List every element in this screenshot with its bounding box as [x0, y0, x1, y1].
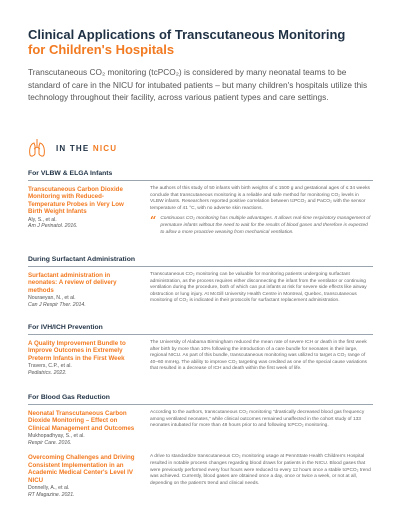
lung-icon	[28, 138, 46, 158]
intro-paragraph: Transcutaneous CO₂ monitoring (tcPCO₂) is considered by many neonatal teams to be standard of care in the NICU for intubated patients – but many children's hospitals utilize this technology throughout their facility, across various patient types and care settings.	[28, 67, 368, 102]
section-surfactant	[28, 256, 373, 308]
citation-title: Transcutaneous Carbon Dioxide Monitoring with Reduced-Temperature Probes in Very Low Birth Weight Infants	[28, 186, 124, 216]
page-subtitle: for Children's Hospitals	[28, 42, 175, 57]
nicu-banner	[28, 138, 117, 158]
section-vlbw	[28, 170, 373, 236]
citation-authors: Mukhopadhyay, S., et al.	[28, 433, 85, 440]
citation-authors: Aly, S., et al.	[28, 216, 57, 223]
entry-summary: Transcutaneous CO₂ monitoring can be valuable for monitoring patients undergoing surfactant administration, as the process requires either disconnecting the infant from the ventilator or continuing ventilation during the procedure, both of which can put infants at risk for severe side effects like airway obstruction or lung injury. At McGill University Health Centre in Montreal, Quebec, transcutaneous monitoring of CO₂ is indicated in their protocols for surfactant replacement administration.	[150, 272, 367, 304]
nicu-accent: NICU	[92, 143, 118, 153]
section-blood-gas	[28, 394, 373, 498]
citation-journal: Can J Respir Ther. 2014.	[28, 301, 86, 308]
page-title: Clinical Applications of Transcutaneous Monitoring	[28, 27, 346, 42]
section-heading: For Blood Gas Reduction	[28, 394, 373, 405]
entry-summary: The authors of this study of 50 infants with birth weights of ≤ 1500 g and gestational ages of ≤ 34 weeks conclude that transcutaneous monitoring is a reliable and safe method for monitoring CO₂ levels in VLBW infants. Researchers reported positive correlation between tcPCO₂ and PaCO₂ with the sensor temperature of 41 °C, with no adverse skin reactions.	[150, 186, 370, 211]
nicu-prefix: IN THE	[56, 143, 90, 153]
citation-authors: Nouraeyan, N., et al.	[28, 295, 76, 302]
citation-journal: Pediatrics. 2022.	[28, 369, 67, 376]
section-ivh-ich	[28, 324, 373, 376]
citation-authors: Travers, C.P., et al.	[28, 363, 72, 370]
entry-row	[28, 272, 373, 308]
citation-journal: Am J Perinatol. 2016.	[28, 223, 78, 230]
nicu-label	[56, 144, 117, 153]
quote-text: Continuous CO₂ monitoring has multiple advantages. It allows real-time respiratory management of premature infants without the need to wait for the results of blood gases and therefore is expected to allow a more proactive weaning from mechanical ventilation.	[160, 216, 371, 235]
section-heading: For VLBW & ELGA Infants	[28, 170, 373, 181]
citation-authors: Donnelly, A., et al.	[28, 485, 70, 492]
entry-summary: The University of Alabama Birmingham reduced the mean rate of severe ICH or death in the first week after birth by more than 10% following the introduction of a care bundle for neonates in their large, regional NICU. As part of this bundle, transcutaneous monitoring was utilized to target a CO₂ range of 40–60 mmHg. The ability to improve CO₂ targeting was credited as one of the special cause variations that resulted in a decrease of ICH and death within the first week of life.	[150, 340, 367, 372]
citation-title: A Quality Improvement Bundle to Improve Outcomes in Extremely Preterm Infants in the First Week	[28, 340, 126, 362]
citation-title: Overcoming Challenges and Driving Consistent Implementation in an Academic Medical Center's Level IV NICU	[28, 454, 135, 484]
entry-row	[28, 454, 373, 498]
citation-journal: RT Magazine. 2021.	[28, 491, 75, 498]
section-heading: For IVH/ICH Prevention	[28, 324, 373, 335]
section-heading: During Surfactant Administration	[28, 256, 373, 267]
citation-title: Neonatal Transcutaneous Carbon Dioxide Monitoring – Effect on Clinical Management and Outcomes	[28, 410, 135, 432]
entry-row	[28, 410, 373, 446]
entry-summary: A drive to standardize transcutaneous CO₂ monitoring usage at PennState Health Children's Hospital resulted in notable process changes regarding blood draws for patients in the NICU. Blood gases that were previously performed every four hours were reduced to every 12 hours once a stable tcPCO₂ trend was achieved. Currently, blood gases are obtained once a day, once or twice a week, or not at all, depending on the patient's trend and clinical needs.	[150, 454, 371, 486]
entry-row	[28, 186, 373, 236]
citation-title: Surfactant administration in neonates: A review of delivery methods	[28, 272, 117, 294]
entry-summary: According to the authors, transcutaneous CO₂ monitoring "drastically decreased blood gas frequency among ventilated neonates," while clinical outcomes remained unaffected in the cohort study of 133 neonates intubated for more than 48 hours prior to and following tcPCO₂ monitoring.	[150, 410, 365, 429]
entry-row	[28, 340, 373, 376]
citation-journal: Respir Care. 2016.	[28, 439, 72, 446]
quote-mark-icon: “	[150, 214, 157, 228]
pull-quote	[150, 216, 373, 236]
